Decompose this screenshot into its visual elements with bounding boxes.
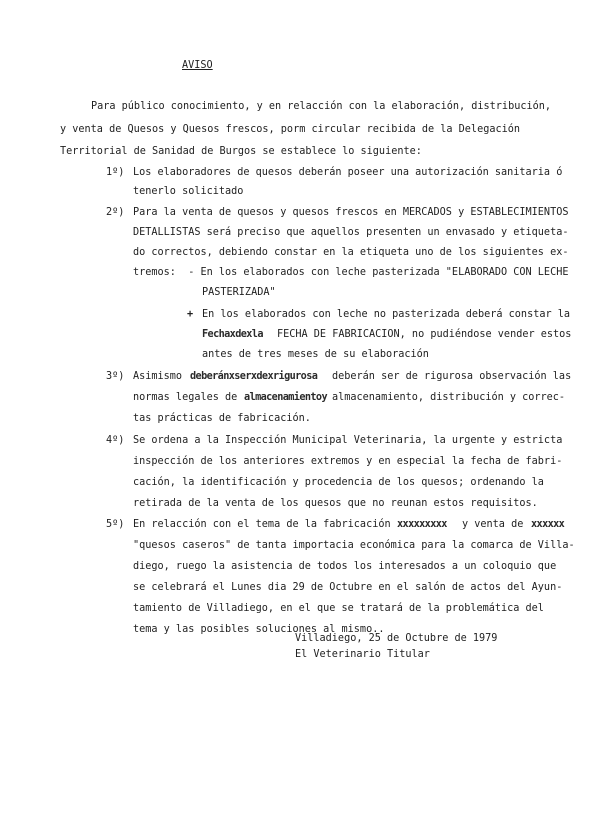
intro-line-1: Para público conocimiento, y en relacción con la elaboración, distribución, [91,101,552,112]
signature-role: El Veterinario Titular [295,649,430,660]
item-2-line-3: do correctos, debiendo constar en la etiqueta uno de los siguientes ex- [133,247,569,258]
item-3-line-2a: normas legales de [133,392,238,403]
signature-place-date: Villadiego, 25 de Octubre de 1979 [295,633,498,644]
item-2-cross-mark: + [187,309,194,320]
item-5-number: 5º) [106,519,125,530]
item-3-line-2b: almacenamiento, distribución y correc- [332,392,566,403]
item-3-line-3: tas prácticas de fabricación. [133,413,311,424]
item-3-number: 3º) [106,371,125,382]
item-4-number: 4º) [106,435,125,446]
item-3-line-1b: deberán ser de rigurosa observación las [332,371,572,382]
item-4-line-1: Se ordena a la Inspección Municipal Veterinaria, la urgente y estricta [133,435,563,446]
item-4-line-3: cación, la identificación y procedencia de los quesos; ordenando la [133,477,544,488]
item-5-line-3: diego, ruego la asistencia de todos los interesados a un coloquio que [133,561,557,572]
item-2-line-4: tremos: - En los elaborados con leche pasterizada "ELABORADO CON LECHE [133,267,569,278]
intro-line-3: Territorial de Sanidad de Burgos se establece lo siguiente: [60,146,422,157]
item-2-line-7: FECHA DE FABRICACION, no pudiéndose vender estos [277,329,572,340]
item-4-line-2: inspección de los anteriores extremos y en especial la fecha de fabri- [133,456,563,467]
intro-line-2: y venta de Quesos y Quesos frescos, porm circular recibida de la Delegación [60,124,521,135]
item-5-line-2: "quesos caseros" de tanta importacia económica para la comarca de Villa- [133,540,575,551]
item-2-number: 2º) [106,207,125,218]
item-2-line-6: En los elaborados con leche no pasterizada deberá constar la [202,309,571,320]
item-3-line-1a: Asimismo [133,371,183,382]
item-3-struck-text-2: almacenamientoy [244,392,328,403]
item-2-struck-text: Fechaxdexla [202,329,263,340]
document-title: AVISO [182,60,213,71]
item-3-struck-text-1: deberánxserxdexrigurosa [190,371,318,382]
item-1-line-1: Los elaboradores de quesos deberán poseer una autorización sanitaria ó [133,167,563,178]
item-2-line-5: PASTERIZADA" [202,287,276,298]
item-5-line-1a: En relacción con el tema de la fabricación [133,519,391,530]
item-4-line-4: retirada de la venta de los quesos que no reunan estos requisitos. [133,498,538,509]
item-5-line-6: tema y las posibles soluciones al mismo.. [133,624,385,635]
item-1-line-2: tenerlo solicitado [133,186,244,197]
item-5-struck-text-2: xxxxxx [531,519,565,530]
item-2-line-8: antes de tres meses de su elaboración [202,349,429,360]
item-5-line-1b: y venta de [462,519,524,530]
item-2-line-2: DETALLISTAS será preciso que aquellos presenten un envasado y etiqueta- [133,227,569,238]
item-5-line-5: tamiento de Villadiego, en el que se tratará de la problemática del [133,603,544,614]
item-2-line-1: Para la venta de quesos y quesos frescos en MERCADOS y ESTABLECIMIENTOS [133,207,569,218]
item-1-number: 1º) [106,167,125,178]
item-5-struck-text-1: xxxxxxxxx [397,519,447,530]
item-5-line-4: se celebrará el Lunes dia 29 de Octubre en el salón de actos del Ayun- [133,582,563,593]
